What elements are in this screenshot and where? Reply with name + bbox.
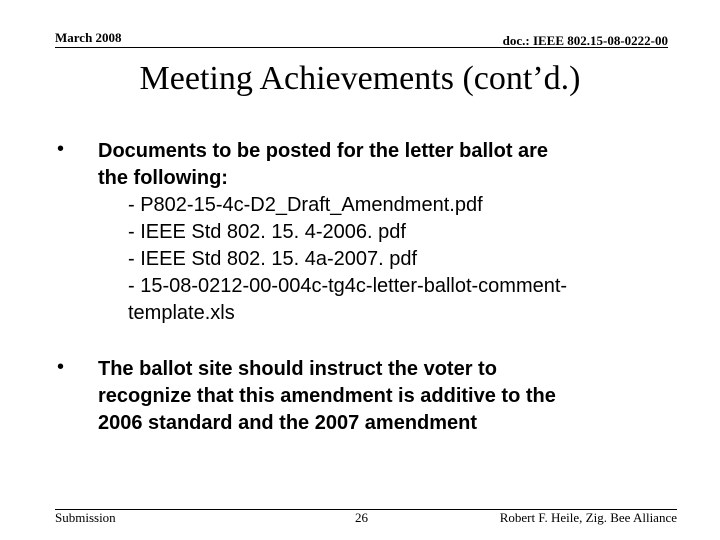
header-date: March 2008 — [55, 30, 122, 45]
slide-title: Meeting Achievements (cont’d.) — [139, 60, 581, 97]
bullet-2-line-3: 2006 standard and the 2007 amendment — [98, 412, 478, 434]
bullet-1-line-1: Documents to be posted for the letter ballot are — [98, 140, 549, 162]
bullet-1-symbol: • — [57, 138, 65, 160]
bullet-2-line-2: recognize that this amendment is additive to the — [98, 385, 556, 407]
bullet-2-symbol: • — [57, 356, 65, 378]
bullet-2-line-1: The ballot site should instruct the voter to — [98, 358, 497, 380]
subitem-3: - IEEE Std 802. 15. 4a-2007. pdf — [128, 248, 418, 270]
footer-page-number: 26 — [355, 510, 368, 525]
subitem-1: - P802-15-4c-D2_Draft_Amendment.pdf — [128, 194, 483, 216]
subitem-4: - 15-08-0212-00-004c-tg4c-letter-ballot-comment- — [128, 275, 568, 297]
subitem-2: - IEEE Std 802. 15. 4-2006. pdf — [128, 221, 406, 243]
footer-author: Robert F. Heile, Zig. Bee Alliance — [499, 510, 677, 525]
header-rule — [55, 47, 668, 48]
bullet-1-line-2: the following: — [98, 167, 228, 189]
footer-submission: Submission — [55, 510, 116, 525]
header-doc-id: doc.: IEEE 802.15-08-0222-00 — [502, 33, 668, 48]
subitem-4-continuation: template.xls — [128, 302, 235, 324]
